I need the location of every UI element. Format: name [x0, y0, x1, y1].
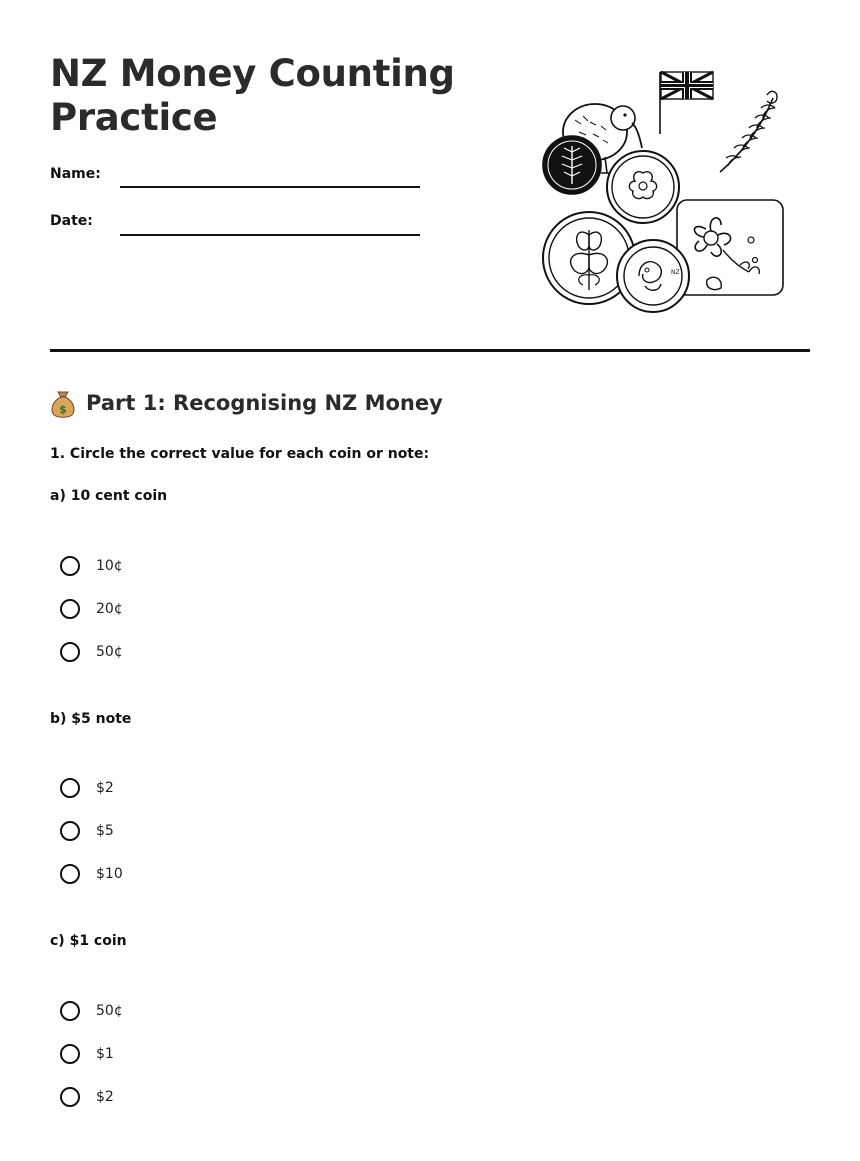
option-b-3[interactable] — [60, 861, 123, 887]
option-a-3[interactable] — [60, 639, 123, 665]
svg-text:NZ: NZ — [671, 269, 680, 276]
option-radio[interactable] — [60, 821, 80, 841]
option-radio[interactable] — [60, 556, 80, 576]
money-bag-icon — [50, 388, 76, 418]
option-radio[interactable] — [60, 1044, 80, 1064]
option-label: $1 — [96, 1046, 114, 1062]
option-c-3[interactable] — [60, 1084, 114, 1110]
option-radio[interactable] — [60, 1087, 80, 1107]
option-label: 50¢ — [96, 1003, 123, 1019]
note-card-icon — [677, 200, 783, 295]
option-b-1[interactable] — [60, 775, 114, 801]
question-c-label: c) $1 coin — [50, 933, 127, 949]
question-a-label: a) 10 cent coin — [50, 488, 168, 504]
part1-heading — [50, 388, 443, 418]
date-line[interactable] — [120, 234, 420, 236]
coin-icon — [607, 151, 679, 223]
option-radio[interactable] — [60, 864, 80, 884]
option-radio[interactable] — [60, 642, 80, 662]
option-c-1[interactable] — [60, 998, 123, 1024]
name-label: Name: — [50, 166, 101, 182]
part1-heading-text: Part 1: Recognising NZ Money — [86, 391, 443, 415]
nz-money-illustration — [535, 60, 795, 315]
section-divider — [50, 349, 810, 352]
name-line[interactable] — [120, 186, 420, 188]
svg-text:$: $ — [59, 403, 67, 416]
option-c-2[interactable] — [60, 1041, 114, 1067]
question-b-label: b) $5 note — [50, 711, 132, 727]
option-label: $10 — [96, 866, 123, 882]
option-radio[interactable] — [60, 778, 80, 798]
option-label: $2 — [96, 1089, 114, 1105]
option-radio[interactable] — [60, 1001, 80, 1021]
option-label: $5 — [96, 823, 114, 839]
date-label: Date: — [50, 213, 93, 229]
fern-icon — [720, 91, 777, 172]
coin-icon — [543, 136, 601, 194]
option-label: 10¢ — [96, 558, 123, 574]
union-jack-flag-icon — [660, 72, 713, 134]
coin-icon — [617, 240, 689, 312]
option-radio[interactable] — [60, 599, 80, 619]
worksheet-title: NZ Money Counting Practice — [50, 52, 455, 139]
option-label: 20¢ — [96, 601, 123, 617]
option-label: $2 — [96, 780, 114, 796]
option-a-2[interactable] — [60, 596, 123, 622]
option-a-1[interactable] — [60, 553, 123, 579]
option-b-2[interactable] — [60, 818, 114, 844]
option-label: 50¢ — [96, 644, 123, 660]
part1-instruction: 1. Circle the correct value for each coin or note: — [50, 446, 430, 462]
